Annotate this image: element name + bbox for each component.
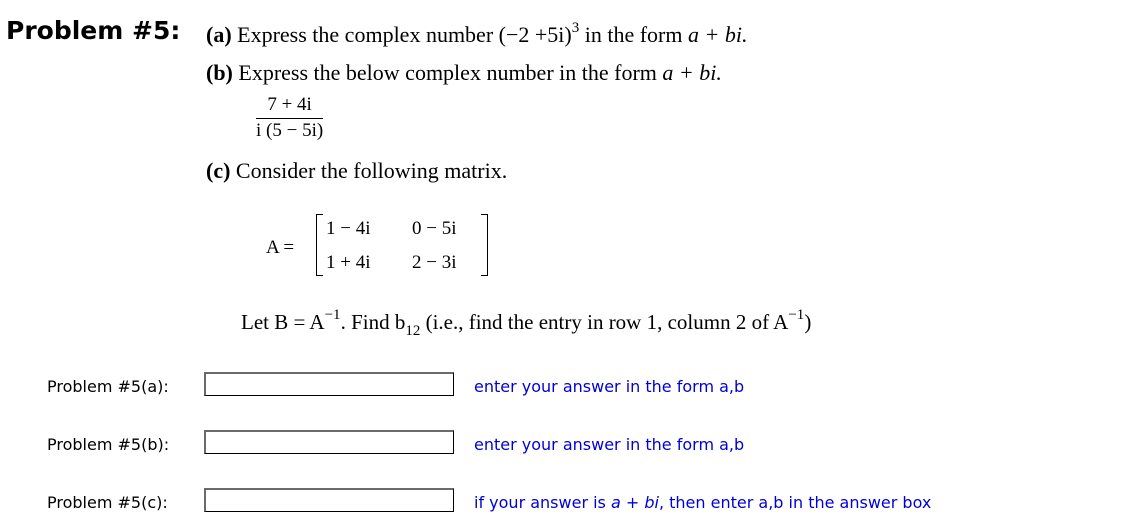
answer-input-a[interactable]: [204, 372, 454, 396]
answer-hint-c-var: a + bi: [610, 493, 659, 512]
part-c-label: (c): [206, 158, 231, 183]
matrix-right-bracket: [481, 214, 488, 276]
part-c-text: [206, 158, 507, 184]
question-prefix: Let B = A: [241, 310, 325, 334]
part-c-question: [241, 307, 812, 339]
part-b-form: a + bi.: [662, 60, 722, 85]
question-exponent: −1: [324, 307, 341, 323]
matrix-name: A =: [266, 237, 295, 258]
problem-title: Problem #5:: [6, 16, 181, 45]
answer-input-b[interactable]: [204, 430, 454, 454]
answer-label-c: Problem #5(c):: [47, 493, 168, 512]
question-exponent-2: −1: [788, 307, 805, 323]
part-c-description: Consider the following matrix.: [235, 158, 508, 183]
fraction-denominator: i (5 − 5i): [256, 120, 324, 141]
matrix-cell-1-2: 0 − 5i: [412, 218, 457, 239]
matrix-cell-1-1: 1 − 4i: [326, 218, 371, 239]
answer-hint-a: enter your answer in the form a,b: [474, 377, 745, 396]
question-mid: . Find b: [340, 310, 406, 334]
fraction-numerator: 7 + 4i: [256, 94, 323, 119]
answer-hint-c: [474, 493, 931, 512]
part-b-label: (b): [206, 60, 233, 85]
matrix-left-bracket: [316, 214, 323, 276]
part-a-label: (a): [206, 22, 232, 47]
part-b-fraction: [256, 94, 323, 142]
answer-hint-b: enter your answer in the form a,b: [474, 435, 745, 454]
question-mid2: (i.e., find the entry in row 1, column 2 of A: [425, 310, 789, 334]
question-end: ): [804, 310, 812, 334]
matrix: [316, 214, 488, 276]
answer-label-b: Problem #5(b):: [47, 435, 170, 454]
answer-hint-c-pre: if your answer is: [474, 493, 606, 512]
answer-hint-c-post: , then enter a,b in the answer box: [658, 493, 932, 512]
matrix-cell-2-1: 1 + 4i: [326, 252, 371, 273]
answer-input-c[interactable]: [204, 488, 454, 512]
answer-label-a: Problem #5(a):: [47, 377, 169, 396]
part-b-text: [206, 60, 722, 86]
part-a-text: [206, 22, 747, 48]
matrix-cell-2-2: 2 − 3i: [412, 252, 457, 273]
part-a-expression: Express the complex number (−2 +5i): [237, 22, 572, 47]
part-a-exponent: 3: [571, 20, 580, 36]
part-a-suffix: in the form: [584, 22, 683, 47]
question-subscript: 12: [405, 323, 421, 339]
part-a-form: a + bi.: [688, 22, 748, 47]
part-b-description: Express the below complex number in the form: [238, 60, 657, 85]
